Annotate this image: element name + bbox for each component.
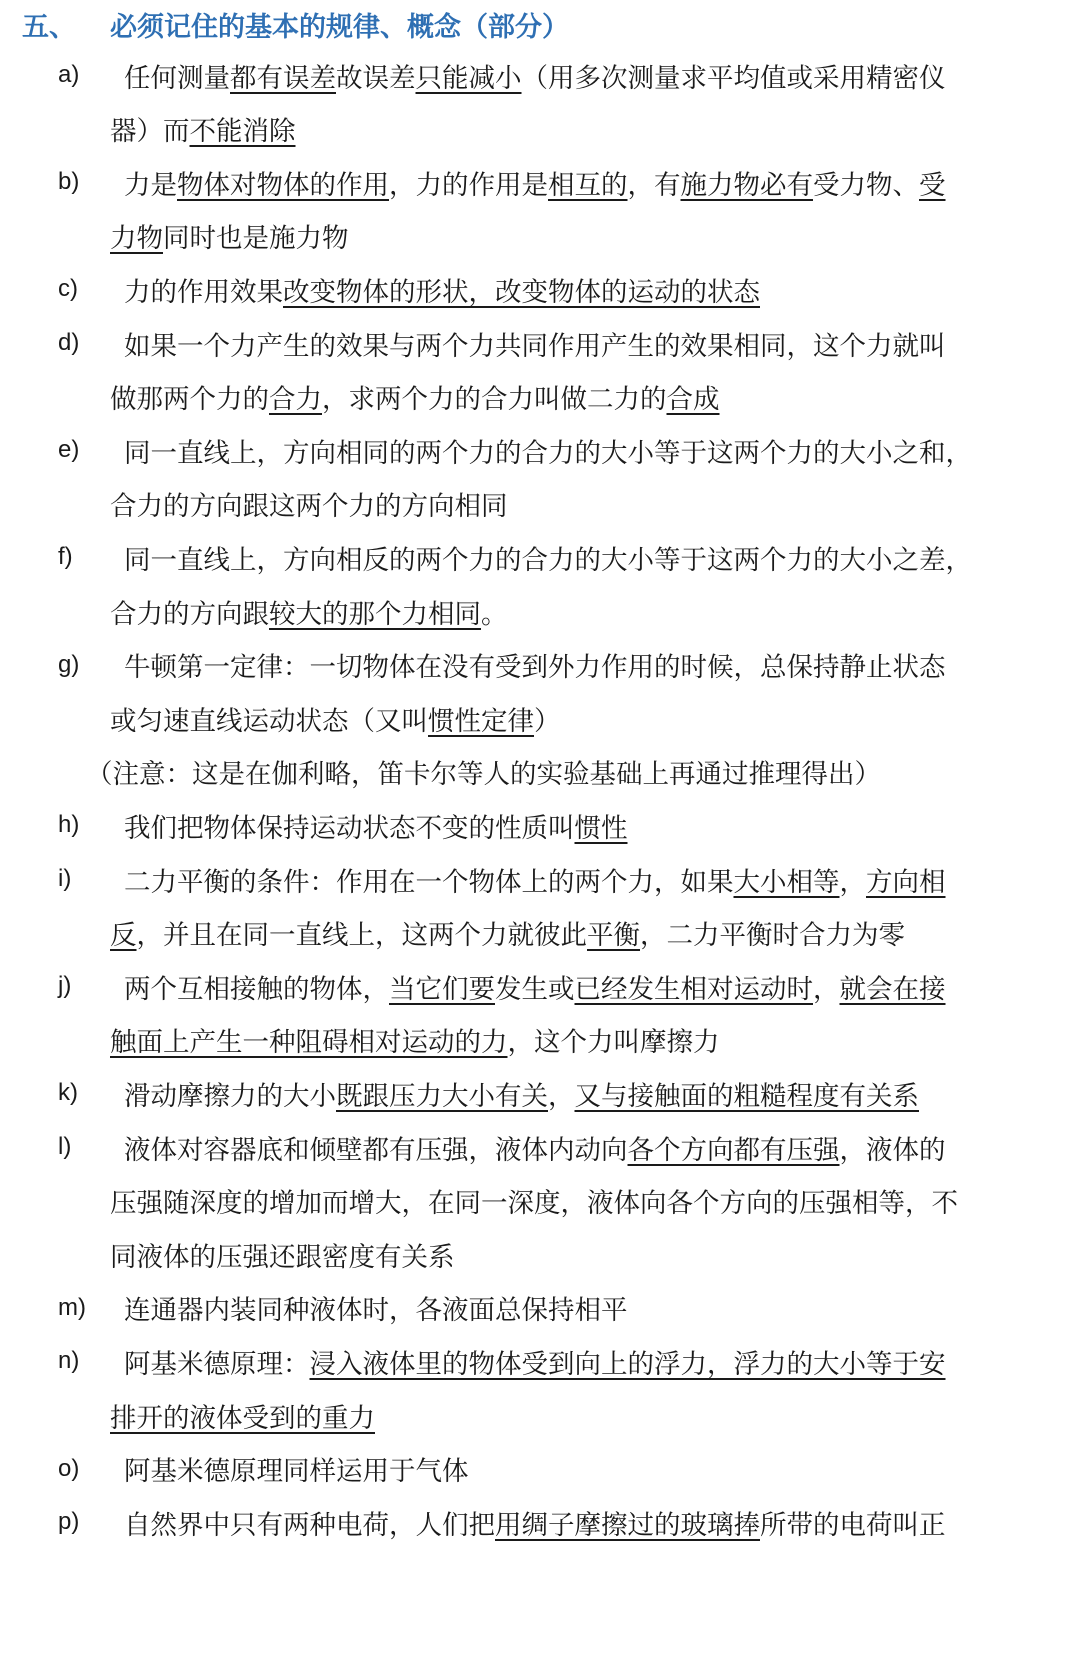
- list-item-continuation: [0, 1181, 1080, 1221]
- section-title: 必须记住的基本的规律、概念（部分）: [110, 11, 569, 43]
- item-text: [124, 538, 972, 577]
- text-segment: 阿基米德原理同样运用于气体: [124, 1456, 469, 1488]
- list-item: [0, 430, 1080, 470]
- underlined-phrase: 相互的: [548, 169, 628, 201]
- underlined-phrase: 合力: [269, 384, 322, 416]
- list-item: [0, 323, 1080, 363]
- item-text: [124, 860, 946, 899]
- underlined-phrase: 都有误差: [230, 62, 336, 94]
- list-item-continuation: [0, 591, 1080, 631]
- item-text: [124, 1288, 628, 1327]
- item-text: [124, 431, 972, 470]
- item-text: [110, 109, 296, 148]
- list-item: [0, 859, 1080, 899]
- item-text: [110, 699, 561, 738]
- underlined-phrase: 又与接触面的粗糙程度有关系: [574, 1080, 919, 1112]
- list-item: [0, 645, 1080, 685]
- underlined-phrase: 当它们要: [389, 973, 495, 1005]
- item-text: [124, 270, 760, 309]
- text-segment: 滑动摩擦力的大小: [124, 1080, 336, 1112]
- list-item: [0, 162, 1080, 202]
- item-text: [124, 967, 946, 1006]
- text-segment: 合力的方向跟: [110, 598, 269, 630]
- text-segment: 两个互相接触的物体，: [124, 973, 389, 1005]
- section-number: 五、: [22, 11, 76, 43]
- text-segment: 所带的电荷叫正: [760, 1509, 946, 1541]
- underlined-phrase: 各个方向都有压强: [627, 1134, 840, 1166]
- underlined-phrase: 已经发生相对运动时: [574, 973, 813, 1005]
- text-segment: 同一直线上，方向相反的两个力的合力的大小等于这两个力的大小之差，: [124, 544, 972, 576]
- list-item: [0, 1341, 1080, 1381]
- text-segment: ，力的作用是: [389, 169, 548, 201]
- item-label: a): [58, 61, 80, 88]
- item-text: [86, 752, 881, 791]
- text-segment: 力的作用效果: [124, 276, 283, 308]
- item-text: [124, 324, 946, 363]
- underlined-phrase: 较大的那个力相同: [269, 598, 481, 630]
- text-segment: 如果一个力产生的效果与两个力共同作用产生的效果相同，这个力就叫: [124, 330, 946, 362]
- list-item: [0, 805, 1080, 845]
- text-segment: ）: [534, 705, 561, 737]
- text-segment: 液体对容器底和倾壁都有压强，液体内动向: [124, 1134, 628, 1166]
- underlined-phrase: 惯性定律: [428, 705, 534, 737]
- text-segment: ，求两个力的合力叫做二力的: [322, 384, 667, 416]
- text-segment: 故误差: [336, 62, 416, 94]
- underlined-phrase: 受: [919, 169, 946, 201]
- text-segment: ，: [813, 973, 840, 1005]
- item-label: f): [58, 543, 73, 571]
- list-item-continuation: [0, 484, 1080, 524]
- underlined-phrase: 大小相等: [733, 866, 840, 898]
- item-label: k): [58, 1079, 78, 1107]
- item-label: d): [58, 329, 80, 356]
- list-item: [0, 752, 1080, 792]
- underlined-phrase: 方向相: [866, 866, 946, 898]
- text-segment: 同一直线上，方向相同的两个力的合力的大小等于这两个力的大小之和，: [124, 437, 972, 469]
- text-segment: ，二力平衡时合力为零: [640, 920, 905, 952]
- list-item: [0, 1502, 1080, 1542]
- item-label: n): [58, 1347, 80, 1375]
- item-text: [110, 216, 349, 255]
- item-label: o): [58, 1454, 80, 1482]
- text-segment: 牛顿第一定律：一切物体在没有受到外力作用的时候，总保持静止状态: [124, 652, 946, 684]
- item-text: [110, 592, 508, 631]
- underlined-phrase: 既跟压力大小有关: [336, 1080, 548, 1112]
- item-label: l): [58, 1133, 72, 1160]
- item-text: [110, 484, 508, 523]
- item-text: [110, 377, 720, 416]
- text-segment: 二力平衡的条件：作用在一个物体上的两个力，如果: [124, 866, 734, 898]
- item-label: c): [58, 275, 78, 303]
- list-item: [0, 269, 1080, 309]
- text-segment: 受力物、: [813, 169, 919, 201]
- item-text: [124, 1449, 469, 1488]
- text-segment: ，并且在同一直线上，这两个力就彼此: [136, 920, 587, 952]
- list-item-continuation: [0, 216, 1080, 256]
- underlined-phrase: 排开的液体受到的重力: [110, 1402, 375, 1434]
- text-segment: 阿基米德原理：: [124, 1348, 310, 1380]
- text-segment: 压强随深度的增加而增大，在同一深度，液体向各个方向的压强相等，不: [110, 1188, 958, 1220]
- item-text: [124, 56, 946, 95]
- underlined-phrase: 力物: [110, 223, 163, 255]
- list-item-continuation: [0, 1234, 1080, 1274]
- item-label: b): [58, 168, 80, 196]
- underlined-phrase: 合成: [666, 384, 720, 416]
- item-label: j): [58, 972, 72, 1000]
- text-segment: 器）而: [110, 116, 190, 148]
- item-label: g): [58, 650, 80, 678]
- text-segment: 同液体的压强还跟密度有关系: [110, 1241, 455, 1273]
- item-text: [124, 1342, 946, 1381]
- text-segment: 任何测量: [124, 62, 230, 94]
- item-label: i): [58, 865, 72, 892]
- text-segment: ，液体的: [839, 1134, 946, 1166]
- section-heading: [22, 4, 569, 44]
- text-segment: 连通器内装同种液体时，各液面总保持相平: [124, 1295, 628, 1327]
- text-segment: 发生或: [495, 973, 575, 1005]
- underlined-phrase: 施力物必有: [680, 169, 813, 201]
- list-item: [0, 966, 1080, 1006]
- text-segment: 我们把物体保持运动状态不变的性质叫: [124, 812, 575, 844]
- text-segment: ，: [548, 1080, 575, 1112]
- text-segment: 。: [481, 598, 508, 630]
- underlined-phrase: 平衡: [587, 920, 640, 952]
- underlined-phrase: 改变物体的形状，改变物体的运动的状态: [283, 276, 760, 308]
- list-item: [0, 1073, 1080, 1113]
- item-text: [110, 1396, 375, 1435]
- text-segment: 或匀速直线运动状态（又叫: [110, 705, 428, 737]
- item-text: [110, 1020, 720, 1059]
- item-text: [124, 1074, 919, 1113]
- text-segment: ，: [839, 866, 866, 898]
- item-text: [124, 1128, 946, 1167]
- list-item-continuation: [0, 698, 1080, 738]
- item-text: [124, 1503, 946, 1542]
- underlined-phrase: 惯性: [574, 812, 628, 844]
- list-item-continuation: [0, 913, 1080, 953]
- list-item: [0, 537, 1080, 577]
- text-segment: 做那两个力的: [110, 384, 269, 416]
- underlined-phrase: 只能减小: [415, 62, 522, 94]
- underlined-phrase: 就会在接: [839, 973, 946, 1005]
- item-text: [124, 163, 946, 202]
- text-segment: 同时也是施力物: [163, 223, 349, 255]
- text-segment: （用多次测量求平均值或采用精密仪: [521, 62, 946, 94]
- item-text: [124, 645, 946, 684]
- item-label: p): [58, 1508, 80, 1536]
- text-segment: （注意：这是在伽利略，笛卡尔等人的实验基础上再通过推理得出）: [86, 759, 881, 791]
- underlined-phrase: 用绸子摩擦过的玻璃捧: [495, 1509, 760, 1541]
- item-label: m): [58, 1293, 86, 1321]
- underlined-phrase: 浸入液体里的物体受到向上的浮力，浮力的大小等于安: [309, 1348, 946, 1380]
- item-text: [110, 1235, 455, 1274]
- underlined-phrase: 触面上产生一种阻碍相对运动的力: [110, 1027, 508, 1059]
- list-item: [0, 1449, 1080, 1489]
- text-segment: 合力的方向跟这两个力的方向相同: [110, 491, 508, 523]
- item-text: [124, 806, 628, 845]
- list-item-continuation: [0, 1395, 1080, 1435]
- text-segment: ，这个力叫摩擦力: [507, 1027, 720, 1059]
- list-item: [0, 1288, 1080, 1328]
- list-item-continuation: [0, 377, 1080, 417]
- underlined-phrase: 物体对物体的作用: [177, 169, 389, 201]
- text-segment: ，有: [627, 169, 681, 201]
- list-item: [0, 1127, 1080, 1167]
- item-text: [110, 1181, 958, 1220]
- list-item-continuation: [0, 1020, 1080, 1060]
- list-item-continuation: [0, 109, 1080, 149]
- text-segment: 自然界中只有两种电荷，人们把: [124, 1509, 495, 1541]
- underlined-phrase: 不能消除: [189, 116, 296, 148]
- item-label: h): [58, 811, 80, 839]
- list-item: [0, 55, 1080, 95]
- text-segment: 力是: [124, 169, 177, 201]
- underlined-phrase: 反: [110, 920, 137, 952]
- item-label: e): [58, 436, 80, 464]
- item-text: [110, 913, 905, 952]
